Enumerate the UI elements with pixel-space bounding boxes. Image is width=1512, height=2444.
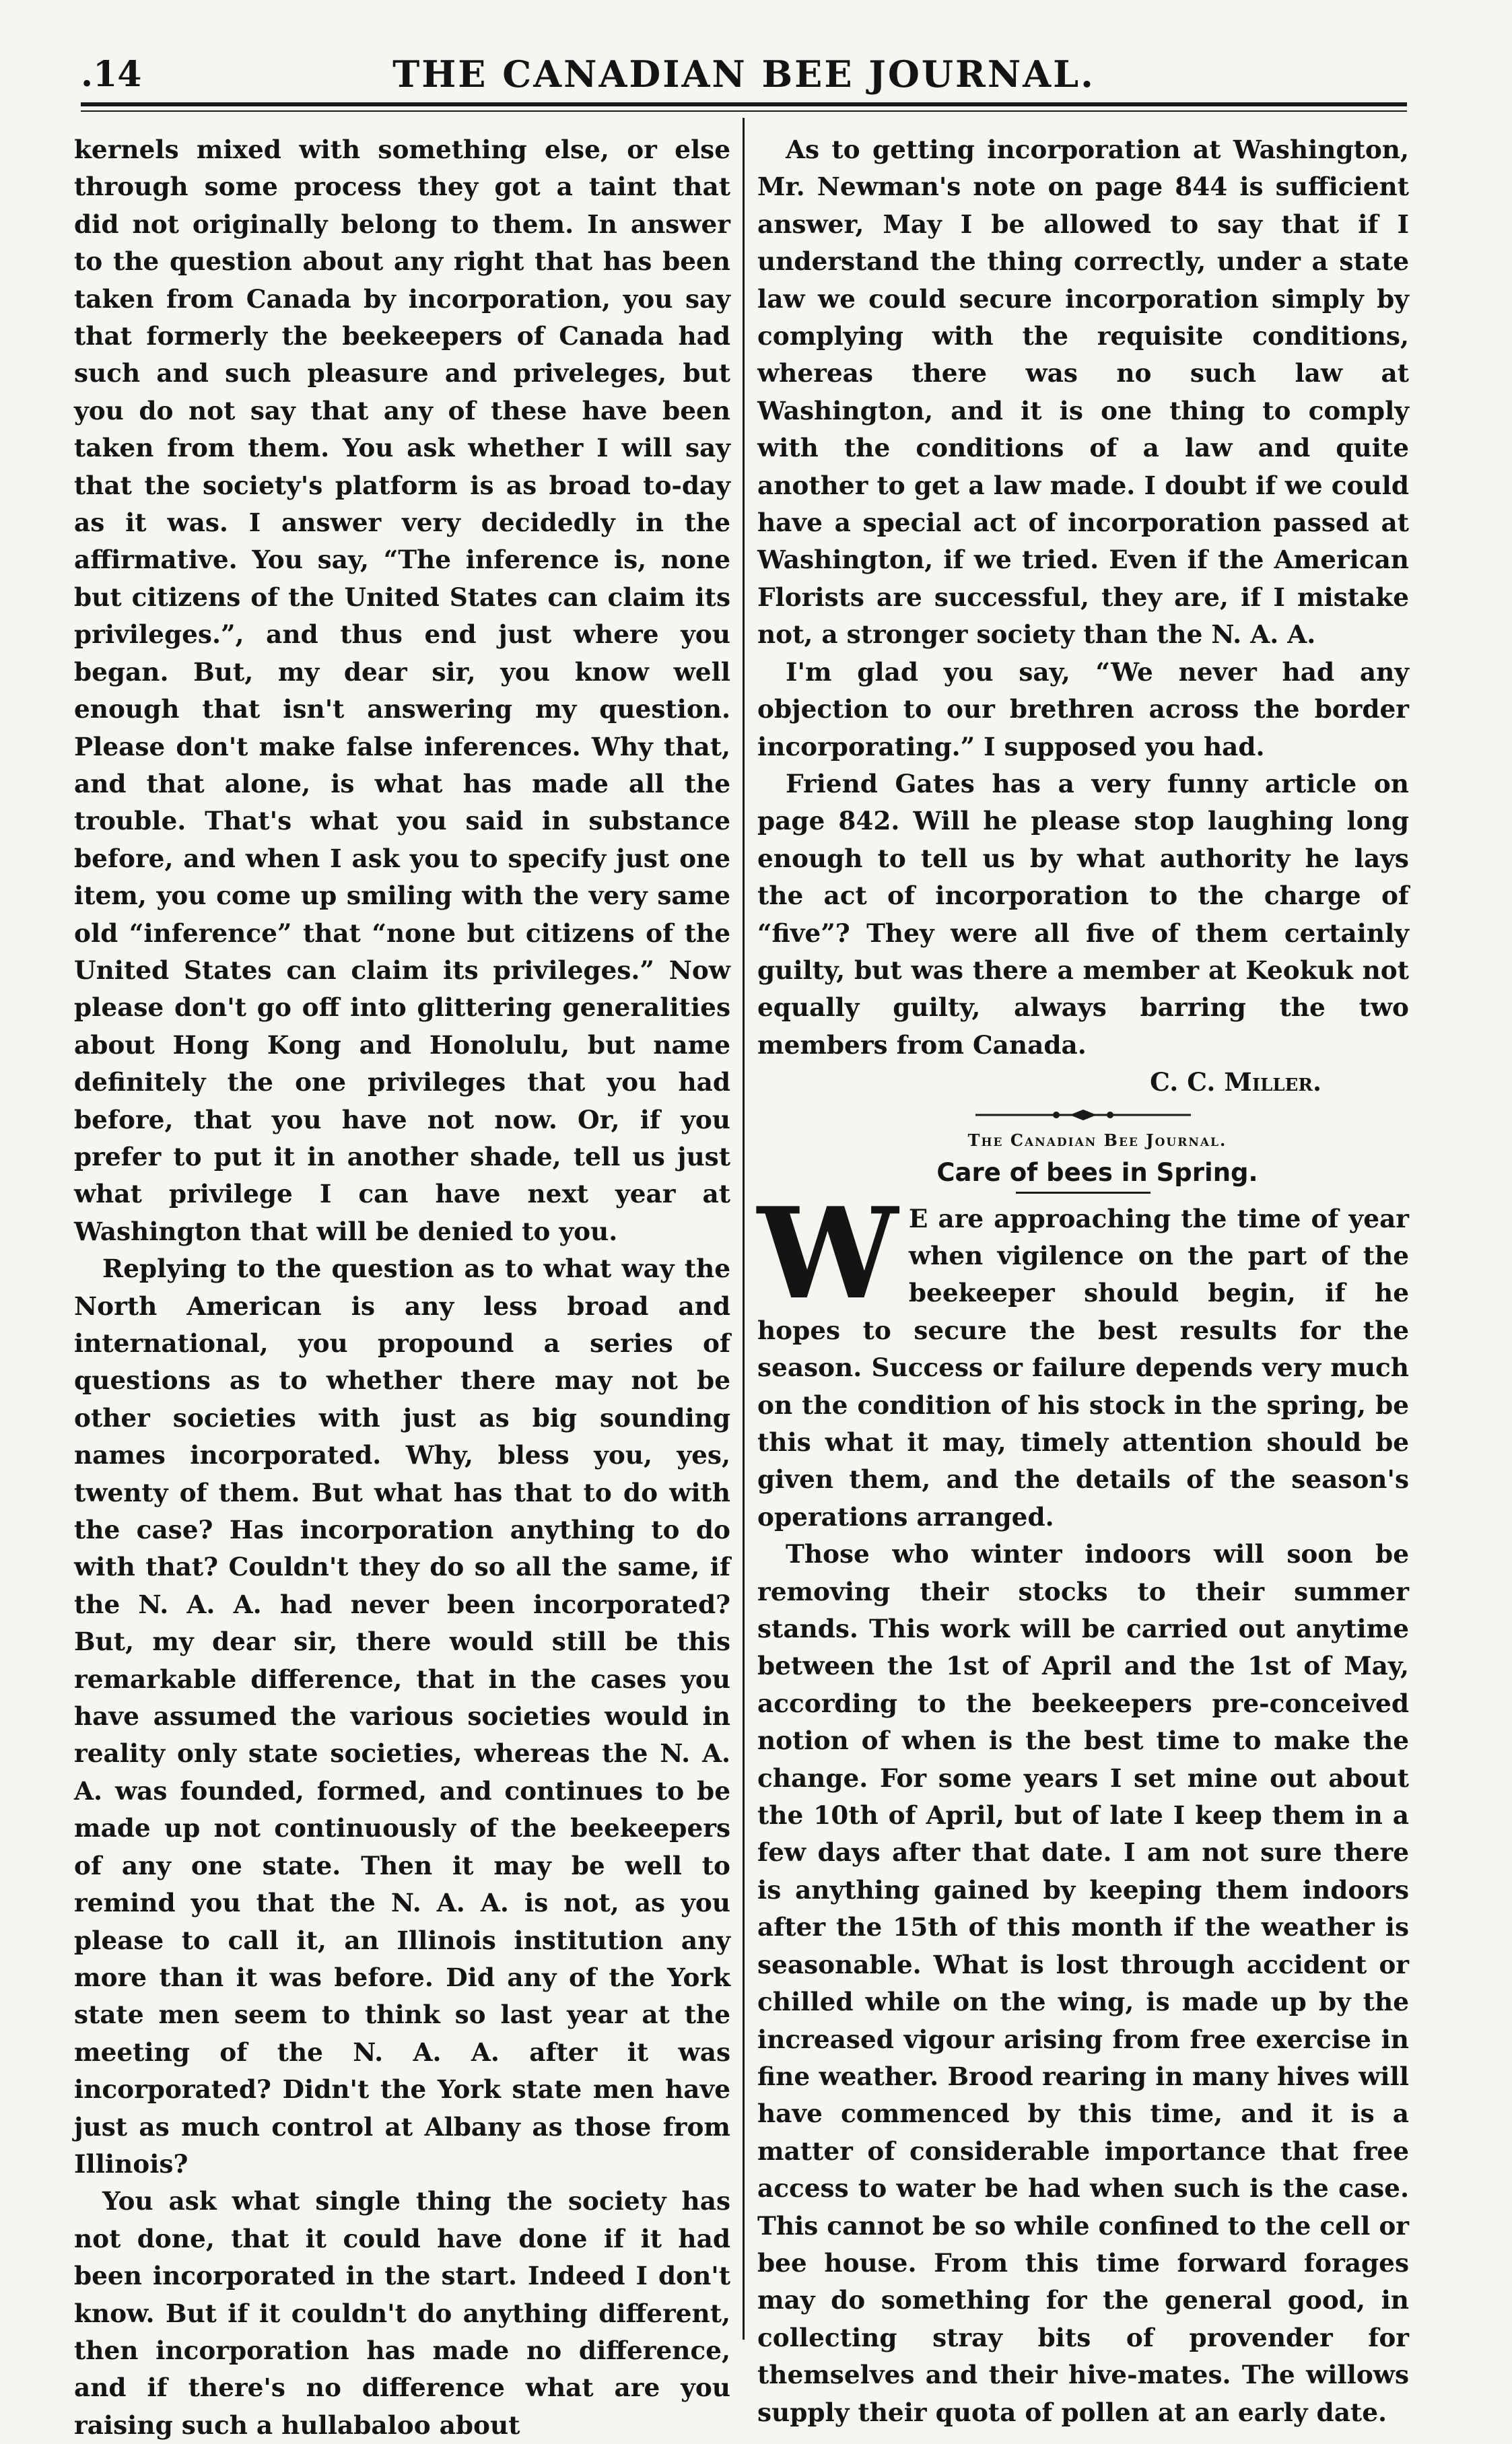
article-first-paragraph-text: E are approaching the time of year when vigilence on the part of the beekeeper should begin, if he hopes to secure the best results for the season. Success or failure depends very much on the condition of his stock in the spring, be this what it may, timely attention should be given them, and the details of the season's operations arranged. xyxy=(757,1203,1409,1532)
page-header xyxy=(81,47,1407,101)
letter-paragraph: Replying to the question as to what way the North American is any less broad and international, you propound a series of questions as to whether there may not be other societies with just as big sounding names incorporated. Why, bless you, yes, twenty of them. But what has that to do with the case? Has incorporation anything to do with that? Couldn't they do so all the same, if the N. A. A. had never been incorporated? But, my dear sir, there would still be this remarkable difference, that in the cases you have assumed the various societies would in reality only state societies, whereas the N. A. A. was founded, formed, and continues to be made up not continuously of the beekeepers of any one state. Then it may be well to remind you that the N. A. A. is not, as you please to call it, an Illinois institution any more than it was before. Did any of the York state men seem to think so last year at the meeting of the N. A. A. after it was incorporated? Didn't the York state men have just as much control at Albany as those from Illinois? xyxy=(74,1254,730,2179)
letter-paragraph: As to getting incorporation at Washington, Mr. Newman's note on page 844 is sufficient answer, May I be allowed to say that if I understand the thing correctly, under a state law we could secure incorporation simply by complying with the requisite conditions, whereas there was no such law at Washington, and it is one thing to comply with the conditions of a law and quite another to get a law made. I doubt if we could have a special act of incorporation passed at Washington, if we tried. Even if the American Florists are successful, they are, if I mistake not, a stronger society than the N. A. A. xyxy=(757,135,1409,650)
letter-paragraph: You ask what single thing the society has not done, that it could have done if it had been incorporated in the start. Indeed I don't know. But if it couldn't do anything different, then incorporation has made no difference, and if there's no difference what are you raising such a hullabaloo about xyxy=(74,2186,730,2440)
ornamental-divider xyxy=(757,1107,1409,1127)
letter-paragraph: Friend Gates has a very funny article on page 842. Will he please stop laughing long enough to tell us by what authority he lays the act of incorporation to the charge of “five”? They were all five of them certainly guilty, but was there a member at Keokuk not equally guilty, always barring the two members from Canada. xyxy=(757,768,1409,1060)
journal-title: THE CANADIAN BEE JOURNAL. xyxy=(392,53,1095,96)
letter-paragraph: kernels mixed with something else, or else through some process they got a taint that did not originally belong to them. In answer to the question about any right that has been taken from Canada by incorporation, you say that formerly the beekeepers of Canada had such and such pleasure and priveleges, but you do not say that any of these have been taken from them. You ask whether I will say that the society's platform is as broad to-day as it was. I answer very decidedly in the affirmative. You say, “The inference is, none but citizens of the United States can claim its privileges.”, and thus end just where you began. But, my dear sir, you know well enough that isn't answering my question. Please don't make false inferences. Why that, and that alone, is what has made all the trouble. That's what you said in substance before, and when I ask you to specify just one item, you come up smiling with the very same old “inference” that “none but citizens of the United States can claim its privileges.” Now please don't go off into glittering generalities about Hong Kong and Honolulu, but name definitely the one privileges that you had before, that you have not now. Or, if you prefer to put it in another shade, tell us just what privilege I can have next year at Washington that will be denied to you. xyxy=(74,135,730,1246)
letter-paragraph: I'm glad you say, “We never had any objection to our brethren across the border incorporating.” I supposed you had. xyxy=(757,656,1409,761)
column-divider xyxy=(743,118,745,2340)
author-signature: C. C. Miller. xyxy=(1150,1067,1321,1097)
page-number: .14 xyxy=(81,53,142,95)
article-first-paragraph xyxy=(757,1179,1409,1536)
drop-cap: W xyxy=(757,1179,898,1327)
section-label: The Canadian Bee Journal. xyxy=(967,1130,1227,1150)
article-paragraph: Those who winter indoors will soon be removing their stocks to their summer stands. This work will be carried out anytime between the 1st of April and the 1st of May, according to the beekeepers pre-conceived notion of when is the best time to make the change. For some years I set mine out about the 10th of April, but of late I keep them in a few days after that date. I am not sure there is anything gained by keeping them indoors after the 15th of this month if the weather is seasonable. What is lost through accident or chilled while on the wing, is made up by the increased vigour arising from free exercise in fine weather. Brood rearing in many hives will have commenced by this time, and it is a matter of considerable importance that free access to water be had when such is the case. This cannot be so while confined to the cell or bee house. From this time forward forages may do something for the general good, in collecting stray bits of provender for themselves and their hive-mates. The willows supply their quota of pollen at an early date. xyxy=(757,1539,1409,2427)
right-column xyxy=(757,131,1409,2431)
header-rule-thin xyxy=(81,110,1407,112)
header-rule-thick xyxy=(81,102,1407,106)
left-column xyxy=(74,131,730,2444)
section-title: Care of bees in Spring. xyxy=(936,1157,1258,1187)
title-underline xyxy=(1016,1192,1150,1194)
